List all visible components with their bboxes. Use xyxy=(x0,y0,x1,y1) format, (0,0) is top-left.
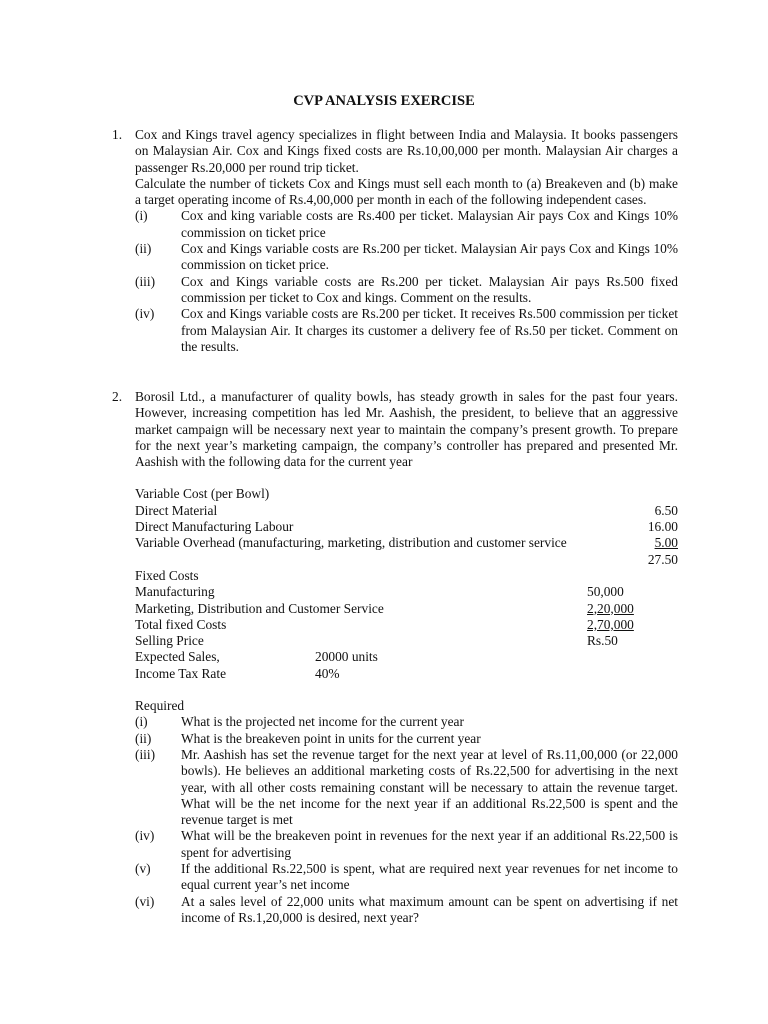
row-value: 2,20,000 xyxy=(587,600,634,616)
case-text: Cox and king variable costs are Rs.400 per ticket. Malaysian Air pays Cox and Kings 10% commission on ticket price xyxy=(181,208,678,240)
variable-total: 27.50 xyxy=(647,551,678,567)
required-text: What is the breakeven point in units for the current year xyxy=(181,730,481,746)
table-row xyxy=(135,617,678,633)
row-value: 5.00 xyxy=(654,535,678,551)
row-label: Expected Sales, xyxy=(135,649,220,665)
row-value: 16.00 xyxy=(647,519,678,535)
variable-total-row xyxy=(135,552,678,568)
row-value: Rs.50 xyxy=(587,633,618,649)
table-row xyxy=(135,503,678,519)
case-label: (iii) xyxy=(135,273,156,289)
question-number: 1. xyxy=(112,127,123,142)
row-label: Selling Price xyxy=(135,633,204,649)
row-label: Total fixed Costs xyxy=(135,616,227,632)
required-item xyxy=(135,828,678,861)
question-task: Calculate the number of tickets Cox and Kings must sell each month to (a) Breakeven and (b) make a target operating income of Rs.4,00,000 per month in each of the following independent cases. xyxy=(135,175,678,208)
table-row xyxy=(135,633,678,649)
case-text: Cox and Kings variable costs are Rs.200 per ticket. Malaysian Air pays Cox and Kings 10% commission on ticket price. xyxy=(181,241,678,273)
required-label: (i) xyxy=(135,714,148,730)
case-label: (i) xyxy=(135,208,148,224)
required-label: (iii) xyxy=(135,746,156,762)
question-number: 2. xyxy=(112,389,123,404)
page-title: CVP ANALYSIS EXERCISE xyxy=(293,93,475,109)
row-value: 50,000 xyxy=(587,584,624,600)
case-item xyxy=(135,306,678,355)
section-heading: Variable Cost (per Bowl) xyxy=(135,486,270,502)
row-value: 20000 units xyxy=(315,649,378,665)
required-item xyxy=(135,747,678,828)
required-heading: Required xyxy=(135,698,185,714)
row-label: Variable Overhead (manufacturing, marketing, distribution and customer service xyxy=(135,535,567,551)
table-row xyxy=(135,601,678,617)
question-intro: Cox and Kings travel agency specializes in flight between India and Malaysia. It books passengers on Malaysian Air. Cox and Kings fixed costs are Rs.10,00,000 per month. Malaysian Air charges a passenger Rs.20,000 per round trip ticket. xyxy=(135,127,678,175)
case-item xyxy=(135,241,678,274)
question-1 xyxy=(112,127,678,355)
row-label: Income Tax Rate xyxy=(135,665,227,681)
required-text: If the additional Rs.22,500 is spent, what are required next year revenues for net income to equal current year’s net income xyxy=(181,861,678,893)
required-label: (v) xyxy=(135,861,151,877)
row-label: Direct Manufacturing Labour xyxy=(135,519,294,535)
row-label: Direct Material xyxy=(135,502,218,518)
required-label: (vi) xyxy=(135,893,155,909)
case-text: Cox and Kings variable costs are Rs.200 per ticket. It receives Rs.500 commission per ticket from Malaysian Air. It charges its customer a delivery fee of Rs.50 per ticket. Comment on the results. xyxy=(181,306,678,354)
table-row xyxy=(135,519,678,535)
required-item xyxy=(135,894,678,927)
row-value: 40% xyxy=(315,665,340,681)
table-row xyxy=(135,666,678,682)
required-text: What is the projected net income for the current year xyxy=(181,714,464,730)
question-intro: Borosil Ltd., a manufacturer of quality bowls, has steady growth in sales for the past four years. However, increasing competition has led Mr. Aashish, the president, to believe that an aggressive market campaign will be necessary next year to maintain the company’s present growth. To prepare for the next year’s marketing campaign, the company’s controller has prepared and presented Mr. Aashish with the following data for the current year xyxy=(135,389,678,470)
required-text: Mr. Aashish has set the revenue target for the next year at level of Rs.11,00,000 (or 22,000 bowls). He believes an additional marketing costs of Rs.22,500 for advertising in the next year, with all other costs remaining constant will be necessary to attain the revenue target. What will be the net income for the next year if an additional Rs.22,500 is spent and the revenue target is met xyxy=(181,746,678,828)
table-row xyxy=(135,535,678,551)
case-text: Cox and Kings variable costs are Rs.200 per ticket. Malaysian Air pays Rs.500 fixed commission per ticket to Cox and kings. Comment on the results. xyxy=(181,273,678,305)
case-label: (iv) xyxy=(135,306,155,322)
case-item xyxy=(135,208,678,241)
variable-cost-heading xyxy=(135,486,678,502)
table-row xyxy=(135,649,678,665)
required-item xyxy=(135,861,678,894)
section-heading: Fixed Costs xyxy=(135,567,199,583)
case-item xyxy=(135,274,678,307)
required-item xyxy=(135,731,678,747)
required-label: (ii) xyxy=(135,730,152,746)
required-label: (iv) xyxy=(135,828,155,844)
cost-table xyxy=(135,486,678,682)
required-item xyxy=(135,714,678,730)
row-label: Manufacturing xyxy=(135,584,215,600)
required-text: At a sales level of 22,000 units what maximum amount can be spent on advertising if net income of Rs.1,20,000 is desired, next year? xyxy=(181,893,678,925)
case-label: (ii) xyxy=(135,241,152,257)
table-row xyxy=(135,584,678,600)
row-label: Marketing, Distribution and Customer Service xyxy=(135,600,384,616)
fixed-cost-heading xyxy=(135,568,678,584)
row-value: 2,70,000 xyxy=(587,616,634,632)
required-text: What will be the breakeven point in revenues for the next year if an additional Rs.22,500 is spent for advertising xyxy=(181,828,678,860)
question-2 xyxy=(112,389,678,926)
row-value: 6.50 xyxy=(654,502,678,518)
